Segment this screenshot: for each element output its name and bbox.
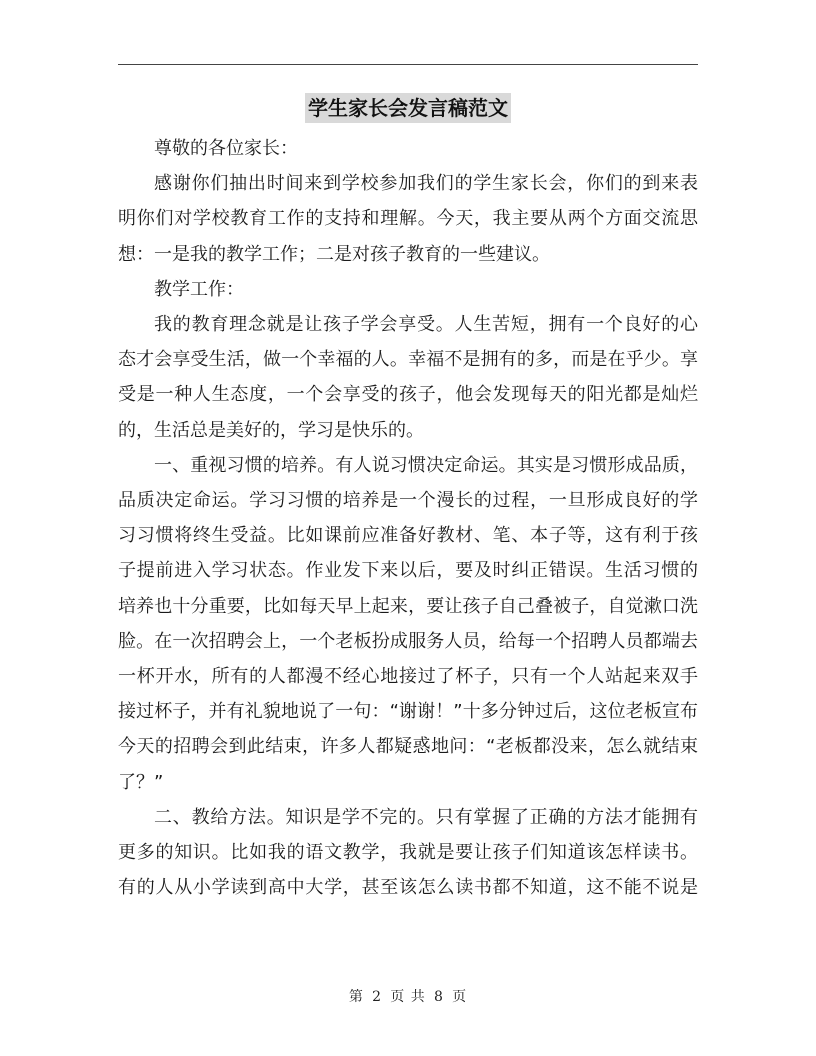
text-line: 我的教育理念就是让孩子学会享受。人生苦短，拥有一个良好的心 [154,314,698,336]
title-container [0,93,816,123]
text-line: 感谢你们抽出时间来到学校参加我们的学生家长会，你们的到来表 [154,173,698,195]
text-line: 一、重视习惯的培养。有人说习惯决定命运。其实是习惯形成品质， [154,454,698,476]
text-line: 明你们对学校教育工作的支持和理解。今天，我主要从两个方面交流思 [118,208,698,230]
text-line: 更多的知识。比如我的语文教学，我就是要让孩子们知道该怎样读书。 [118,842,698,864]
text-line: 接过杯子，并有礼貌地说了一句：“谢谢！”十多分钟过后，这位老板宣布 [118,701,698,723]
text-line: 子提前进入学习状态。作业发下来以后，要及时纠正错误。生活习惯的 [118,560,698,582]
text-line: 培养也十分重要，比如每天早上起来，要让孩子自己叠被子，自觉漱口洗 [118,595,698,617]
paragraph-methods [118,800,698,906]
document-body [118,131,698,905]
text-line: 受是一种人生态度，一个会享受的孩子，他会发现每天的阳光都是灿烂 [118,384,698,406]
text-line: 二、教给方法。知识是学不完的。只有掌握了正确的方法才能拥有 [154,806,698,828]
document-title: 学生家长会发言稿范文 [305,93,511,123]
footer-total-pages: 8 [433,989,444,1005]
header-rule [118,64,698,65]
text-line: 想：一是我的教学工作；二是对孩子教育的一些建议。 [118,243,550,265]
text-line: 今天的招聘会到此结束，许多人都疑惑地问：“老板都没来，怎么就结束 [118,736,698,758]
text-line: 品质决定命运。学习习惯的培养是一个漫长的过程，一旦形成良好的学 [118,490,698,512]
text-line: 有的人从小学读到高中大学，甚至该怎么读书都不知道，这不能不说是 [118,877,698,899]
text-line: 尊敬的各位家长： [154,138,298,159]
text-line: 了？” [118,771,164,793]
footer-prefix: 第 [348,989,364,1005]
text-line: 态才会享受生活，做一个幸福的人。幸福不是拥有的多，而是在乎少。享 [118,349,698,371]
text-line: 教学工作： [154,278,244,300]
text-line: 脸。在一次招聘会上，一个老板扮成服务人员，给每一个招聘人员都端去 [118,630,698,652]
paragraph-habits [118,448,698,800]
paragraph-section-heading [118,272,698,307]
text-line: 的，生活总是美好的，学习是快乐的。 [118,419,424,441]
footer-middle: 页 共 [390,989,426,1005]
paragraph-intro [118,166,698,272]
text-line: 习习惯将终生受益。比如课前应准备好教材、笔、本子等，这有利于孩 [118,525,698,547]
footer-page-number: 2 [372,989,383,1005]
paragraph-philosophy [118,307,698,448]
paragraph-salutation [118,131,698,166]
text-line: 一杯开水，所有的人都漫不经心地接过了杯子，只有一个人站起来双手 [118,666,698,688]
page-footer [0,986,816,1006]
footer-suffix: 页 [452,989,468,1005]
